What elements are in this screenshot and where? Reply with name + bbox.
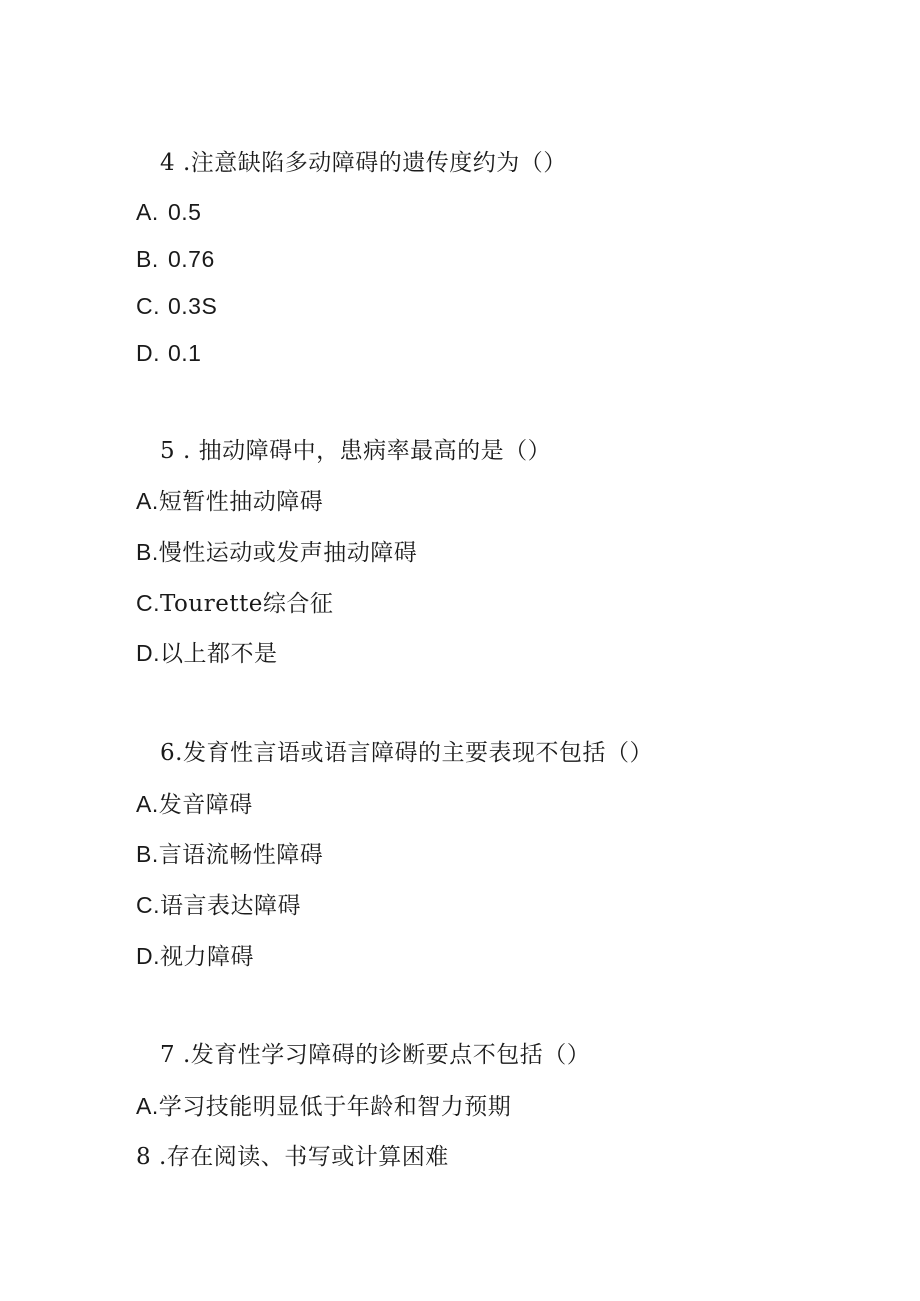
question-5-option-d [136,638,278,669]
option-text: Tourette综合征 [160,591,334,617]
question-4-stem: 4 .注意缺陷多动障碍的遗传度约为（） [160,150,567,176]
option-text: 慢性运动或发声抽动障碍 [158,540,418,566]
option-text: 0.1 [168,340,202,366]
question-7-option-a [136,1091,511,1122]
option-text: 0.76 [168,246,215,272]
option-text: 言语流畅性障碍 [158,842,324,868]
option-label: B. [136,246,159,272]
question-6-option-a [136,789,253,820]
option-label: C. [136,892,160,918]
question-4-option-d [136,338,201,369]
question-5-option-a [136,486,323,517]
question-8-stem: 8 .存在阅读、书写或计算困难 [136,1144,449,1170]
question-6-stem: 6.发育性言语或语言障碍的主要表现不包括（） [160,740,653,766]
option-label: D. [136,640,160,666]
question-6-option-d [136,941,254,972]
question-7-stem: 7 .发育性学习障碍的诊断要点不包括（） [160,1042,591,1068]
option-text: 语言表达障碍 [160,893,301,919]
option-label: C. [136,590,160,616]
option-label: D. [136,943,160,969]
question-5-stem: 5 . 抽动障碍中，患病率最高的是（） [160,438,552,464]
option-text: 视力障碍 [160,944,254,970]
option-label: B. [136,539,159,565]
question-5-option-c [136,588,333,619]
option-text: 短暂性抽动障碍 [158,489,324,515]
question-4-option-b [136,244,215,275]
question-6-option-b [136,839,323,870]
question-5-option-b [136,537,417,568]
option-label: D. [136,340,160,366]
option-label: C. [136,293,160,319]
option-text: 0.5 [168,199,202,225]
option-text: 发音障碍 [158,792,253,818]
question-4-option-a [136,197,201,228]
option-text: 学习技能明显低于年龄和智力预期 [158,1094,512,1120]
option-label: A. [136,199,159,225]
option-label: A. [136,488,159,514]
option-label: A. [136,1093,159,1119]
option-label: A. [136,791,159,817]
option-text: 0.3S [168,293,218,319]
question-4-option-c [136,291,217,322]
option-text: 以上都不是 [160,641,278,667]
question-6-option-c [136,890,301,921]
option-label: B. [136,841,159,867]
